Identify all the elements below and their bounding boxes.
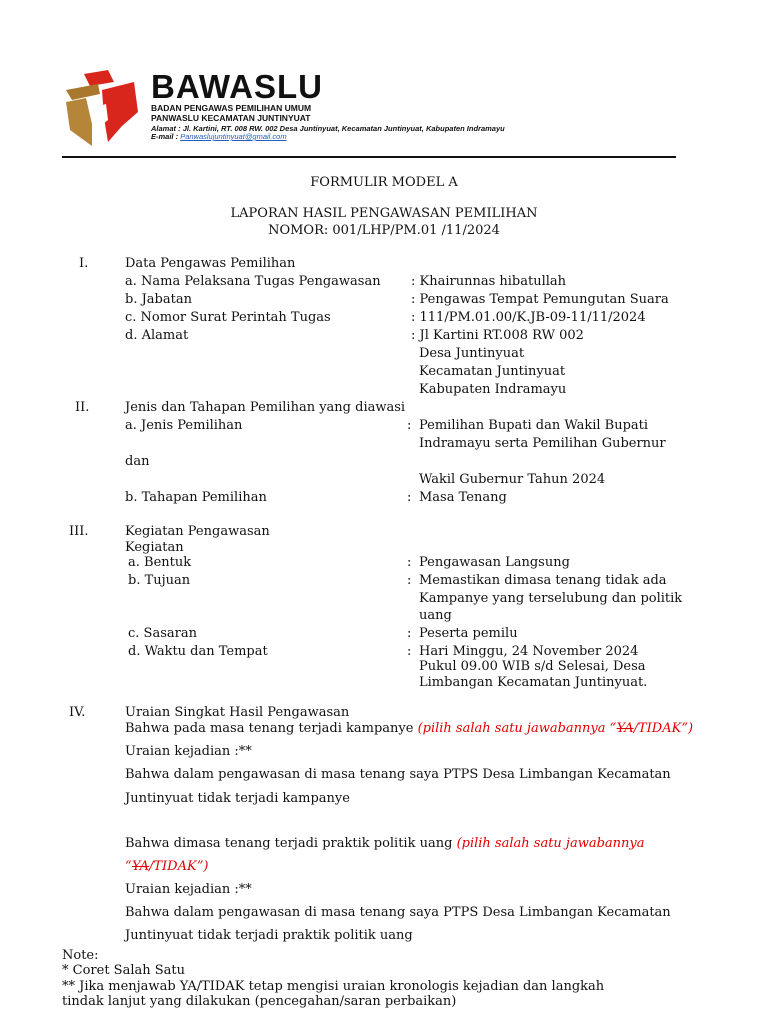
org-line-2: PANWASLU KECAMATAN JUNTINYUAT xyxy=(151,113,311,123)
s3-a-colon: : xyxy=(407,555,412,570)
s1-d-value-1: : Jl Kartini RT.008 RW 002 xyxy=(411,328,584,343)
note-label: Note: xyxy=(62,948,99,963)
choice-tidak-2: /TIDAK”) xyxy=(148,859,209,874)
note-2: ** Jika menjawab YA/TIDAK tetap mengisi uraian kronologis kejadian dan langkah xyxy=(62,979,605,994)
uraian-label-1: Uraian kejadian :** xyxy=(125,744,252,759)
s1-a-label: a. Nama Pelaksana Tugas Pengawasan xyxy=(125,274,381,289)
uraian-text-1a: Bahwa dalam pengawasan di masa tenang saya PTPS Desa Limbangan Kecamatan xyxy=(125,767,671,782)
choice-hint-1: (pilih salah satu jawabannya “ xyxy=(417,721,617,736)
section-4-number: IV. xyxy=(69,705,86,720)
s3-b-colon: : xyxy=(407,573,412,588)
email-label: E-mail : xyxy=(151,132,179,141)
s3-c-value: Peserta pemilu xyxy=(419,626,518,641)
email-line xyxy=(151,132,287,141)
question-money-politics xyxy=(125,836,645,852)
s3-c-label: c. Sasaran xyxy=(128,626,197,641)
note-3: tindak lanjut yang dilakukan (pencegahan/saran perbaikan) xyxy=(62,994,457,1009)
s3-d-label: d. Waktu dan Tempat xyxy=(128,644,268,659)
s3-b-value-1: Memastikan dimasa tenang tidak ada xyxy=(419,573,667,588)
s2-a-value-1: Pemilihan Bupati dan Wakil Bupati xyxy=(419,418,649,433)
note-1: * Coret Salah Satu xyxy=(62,963,185,978)
s1-c-label: c. Nomor Surat Perintah Tugas xyxy=(125,310,331,325)
s3-b-value-2: Kampanye yang terselubung dan politik xyxy=(419,591,683,606)
choice-hint-2: (pilih salah satu jawabannya xyxy=(456,836,645,851)
s3-d-colon: : xyxy=(407,644,412,659)
address-text: Jl. Kartini, RT. 008 RW. 002 Desa Juntinyuat, Kecamatan Juntinyuat, Kabupaten Indramayu xyxy=(182,124,505,133)
s1-a-value: : Khairunnas hibatullah xyxy=(411,274,567,289)
choice-line-2 xyxy=(125,859,208,875)
bawaslu-logo xyxy=(62,68,144,148)
choice-quote-2: “ xyxy=(125,859,133,874)
choice-ya-struck-1: YA xyxy=(616,721,634,736)
s2-a-colon: : xyxy=(407,418,412,433)
section-2-heading: Jenis dan Tahapan Pemilihan yang diawasi xyxy=(125,400,406,415)
s3-d-value-1: Hari Minggu, 24 November 2024 xyxy=(419,644,639,659)
s2-b-label: b. Tahapan Pemilihan xyxy=(125,490,267,505)
uraian-text-2a: Bahwa dalam pengawasan di masa tenang saya PTPS Desa Limbangan Kecamatan xyxy=(125,905,671,920)
form-name: FORMULIR MODEL A xyxy=(310,175,458,190)
section-3-heading: Kegiatan Pengawasan xyxy=(125,524,270,539)
s1-d-value-2: Desa Juntinyuat xyxy=(419,346,525,361)
s3-b-label: b. Tujuan xyxy=(128,573,191,588)
doc-title: LAPORAN HASIL PENGAWASAN PEMILIHAN xyxy=(230,206,538,221)
section-1-heading: Data Pengawas Pemilihan xyxy=(125,256,296,271)
section-3-number: III. xyxy=(69,524,89,539)
s1-d-value-4: Kabupaten Indramayu xyxy=(419,382,567,397)
s1-b-label: b. Jabatan xyxy=(125,292,192,307)
s1-c-value: : 111/PM.01.00/K.JB-09-11/11/2024 xyxy=(411,310,646,325)
header-divider xyxy=(62,156,676,158)
s3-d-value-3: Limbangan Kecamatan Juntinyuat. xyxy=(419,675,648,690)
email-link[interactable]: Panwaslujuntinyuat@gmail.com xyxy=(180,132,287,141)
s3-c-colon: : xyxy=(407,626,412,641)
question-campaign xyxy=(125,721,693,737)
choice-tidak-1: /TIDAK”) xyxy=(633,721,694,736)
s3-d-value-2: Pukul 09.00 WIB s/d Selesai, Desa xyxy=(419,659,646,674)
question-money-text: Bahwa dimasa tenang terjadi praktik politik uang xyxy=(125,836,457,851)
s3-b-value-3: uang xyxy=(419,608,452,623)
s3-a-label: a. Bentuk xyxy=(128,555,192,570)
uraian-text-1b: Juntinyuat tidak terjadi kampanye xyxy=(125,791,350,806)
s2-a-value-3: Wakil Gubernur Tahun 2024 xyxy=(419,472,606,487)
uraian-label-2: Uraian kejadian :** xyxy=(125,882,252,897)
choice-ya-struck-2: YA xyxy=(132,859,149,874)
section-3-sub: Kegiatan xyxy=(125,540,184,555)
s3-a-value: Pengawasan Langsung xyxy=(419,555,570,570)
section-1-number: I. xyxy=(79,256,89,271)
uraian-text-2b: Juntinyuat tidak terjadi praktik politik uang xyxy=(125,928,413,943)
section-2-number: II. xyxy=(75,400,90,415)
doc-number: NOMOR: 001/LHP/PM.01 /11/2024 xyxy=(268,223,500,238)
s2-b-value: Masa Tenang xyxy=(419,490,507,505)
s2-b-colon: : xyxy=(407,490,412,505)
s1-b-value: : Pengawas Tempat Pemungutan Suara xyxy=(411,292,669,307)
s1-d-label: d. Alamat xyxy=(125,328,189,343)
section-4-heading: Uraian Singkat Hasil Pengawasan xyxy=(125,705,350,720)
s2-a-label: a. Jenis Pemilihan xyxy=(125,418,243,433)
question-campaign-text: Bahwa pada masa tenang terjadi kampanye xyxy=(125,721,418,736)
s1-d-value-3: Kecamatan Juntinyuat xyxy=(419,364,566,379)
org-line-1: BADAN PENGAWAS PEMILIHAN UMUM xyxy=(151,103,312,113)
address-label: Alamat : xyxy=(151,124,181,133)
s2-dan: dan xyxy=(125,454,150,469)
org-name: BAWASLU xyxy=(151,68,323,105)
s2-a-value-2: Indramayu serta Pemilihan Gubernur xyxy=(419,436,666,451)
